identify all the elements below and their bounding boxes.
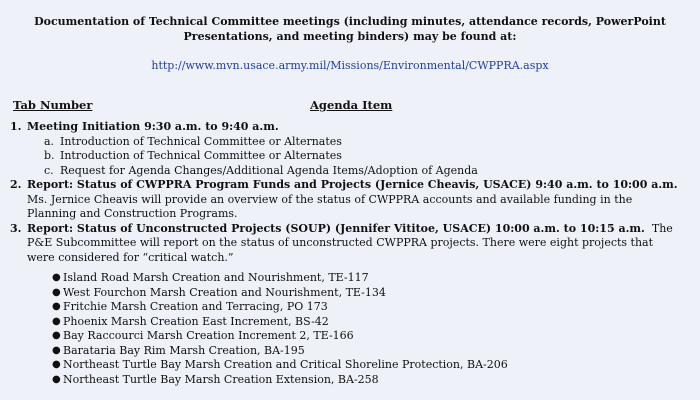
- intro-text: Documentation of Technical Committee meetings (including minutes, attendance records, PowerPoint Presentations, and meeting binders) may be found at:: [34, 15, 666, 43]
- bullet-icon: ●: [52, 286, 61, 298]
- item-paragraph: [27, 178, 682, 222]
- item-title: Meeting Initiation 9:30 a.m. to 9:40 a.m.: [27, 120, 279, 133]
- project-name: Fritchie Marsh Creation and Terracing, PO 173: [63, 300, 328, 313]
- list-item: [52, 343, 682, 359]
- project-name: Phoenix Marsh Creation East Increment, BS-42: [63, 314, 329, 328]
- subitem-text: Introduction of Technical Committee or Alternates: [60, 134, 342, 148]
- subitem: [27, 149, 682, 164]
- agenda-item-3: [10, 222, 682, 388]
- project-list: [27, 271, 682, 387]
- bullet-icon: ●: [52, 344, 61, 356]
- item-body: Ms. Jernice Cheavis will provide an overview of the status of CWPPRA accounts and available funding in the Planning and Construction Programs.: [27, 192, 633, 220]
- item-title: Report: Status of Unconstructed Projects (SOUP) (Jennifer Vititoe, USACE) 10:00 a.m. to 10:15 a.m.: [27, 221, 645, 235]
- subitem-text: Introduction of Technical Committee or Alternates: [60, 149, 342, 162]
- bullet-icon: ●: [52, 272, 61, 283]
- subitem: [27, 164, 682, 179]
- bullet-icon: ●: [52, 373, 61, 385]
- bullet-icon: ●: [52, 301, 61, 312]
- item-body: The P&E Subcommittee will report on the status of unconstructed CWPPRA projects. There were eight projects that were considered for “critical watch.”: [27, 221, 673, 264]
- bullet-icon: ●: [52, 359, 61, 370]
- list-item: [52, 358, 682, 373]
- list-item: [52, 300, 682, 315]
- project-name: Bay Raccourci Marsh Creation Increment 2, TE-166: [63, 329, 354, 342]
- subitem-letter: c.: [44, 163, 54, 177]
- agenda-item-1: [10, 120, 682, 178]
- agenda-item-header: Agenda Item: [310, 98, 393, 112]
- subitem-letter: a.: [44, 134, 55, 148]
- list-item: [52, 329, 682, 344]
- list-item: [52, 285, 682, 301]
- subitem: [27, 135, 682, 150]
- list-item: [52, 314, 682, 330]
- subitem-text: Request for Agenda Changes/Additional Agenda Items/Adoption of Agenda: [60, 163, 478, 177]
- project-name: West Fourchon Marsh Creation and Nourishment, TE-134: [63, 285, 386, 299]
- bullet-icon: ●: [52, 330, 61, 341]
- item-number: 3.: [10, 221, 22, 235]
- project-name: Barataria Bay Rim Marsh Creation, BA-195: [63, 343, 305, 357]
- project-name: Island Road Marsh Creation and Nourishment, TE-117: [63, 271, 369, 284]
- bullet-icon: ●: [52, 315, 61, 327]
- cwppra-link[interactable]: http://www.mvn.usace.army.mil/Missions/Environmental/CWPPRA.aspx: [151, 59, 549, 72]
- item-number: 1.: [10, 120, 22, 133]
- item-paragraph: [27, 222, 682, 266]
- list-item: [52, 372, 682, 388]
- list-item: [52, 271, 682, 286]
- project-name: Northeast Turtle Bay Marsh Creation Extension, BA-258: [63, 372, 379, 386]
- item-title: Report: Status of CWPPRA Program Funds and Projects (Jernice Cheavis, USACE) 9:40 a.m. to 10:00 a.m.: [27, 178, 678, 191]
- item-number: 2.: [10, 178, 22, 191]
- project-name: Northeast Turtle Bay Marsh Creation and Critical Shoreline Protection, BA-206: [63, 358, 508, 371]
- agenda-list: [10, 120, 682, 387]
- agenda-item-2: [10, 178, 682, 222]
- subitem-letter: b.: [44, 149, 55, 162]
- tab-number-header: Tab Number: [13, 98, 93, 112]
